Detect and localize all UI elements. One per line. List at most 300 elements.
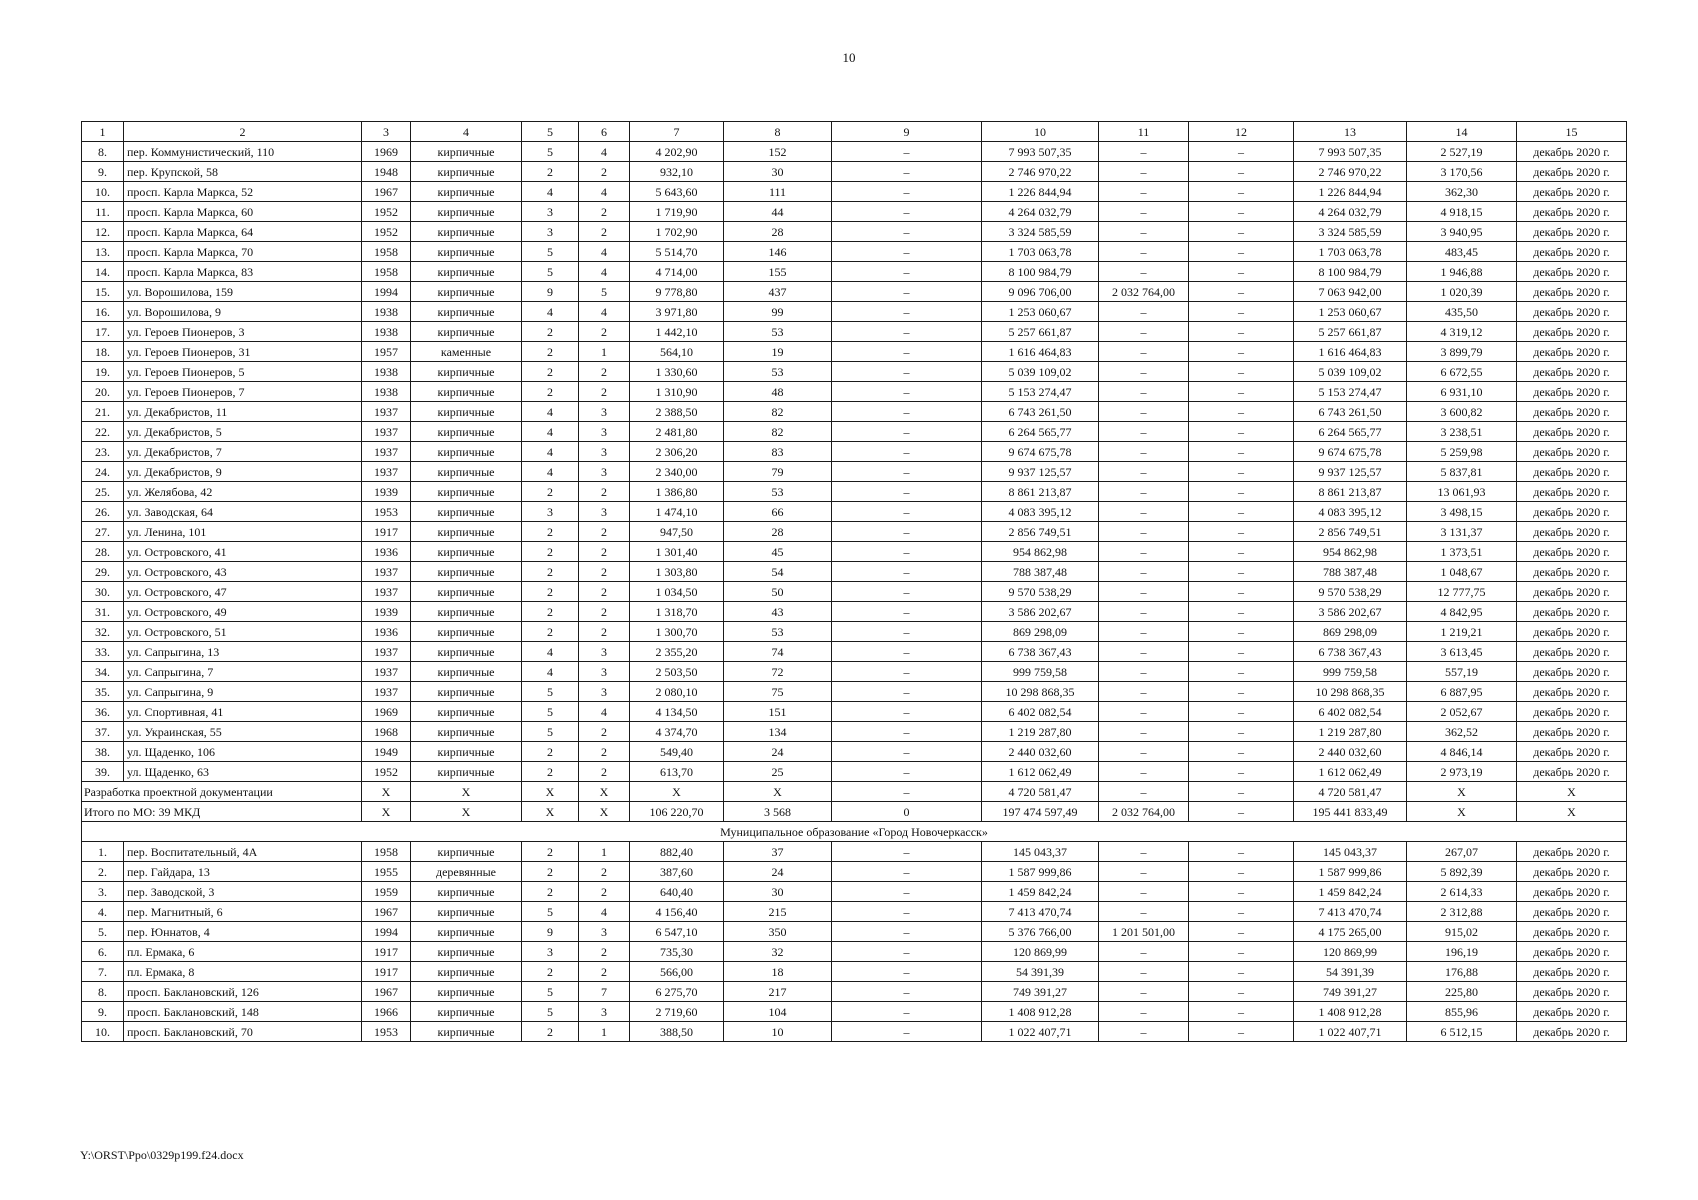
residents-cell: 155 bbox=[724, 262, 832, 282]
wall-material-cell: кирпичные bbox=[411, 622, 522, 642]
residents-cell: 44 bbox=[724, 202, 832, 222]
address-cell: ул. Островского, 43 bbox=[124, 562, 362, 582]
wall-material-cell: кирпичные bbox=[411, 702, 522, 722]
table-row bbox=[82, 162, 1627, 182]
address-cell: ул. Сапрыгина, 9 bbox=[124, 682, 362, 702]
wall-material-cell: кирпичные bbox=[411, 362, 522, 382]
floors-cell: 5 bbox=[522, 982, 579, 1002]
floors-cell: 2 bbox=[522, 382, 579, 402]
total-cost-cell: 2 746 970,22 bbox=[982, 162, 1099, 182]
total-area-cell: 2 306,20 bbox=[630, 442, 724, 462]
cost-per-sqm-cell: 3 131,37 bbox=[1407, 522, 1517, 542]
total-area-cell: 1 310,90 bbox=[630, 382, 724, 402]
wall-material-cell: кирпичные bbox=[411, 142, 522, 162]
wall-material-cell: кирпичные bbox=[411, 162, 522, 182]
row-number-cell: 34. bbox=[82, 662, 124, 682]
completion-date-cell: декабрь 2020 г. bbox=[1517, 742, 1627, 762]
year-cell: 1958 bbox=[362, 262, 411, 282]
entrances-cell: 3 bbox=[579, 442, 630, 462]
fund-cost-cell: 1 219 287,80 bbox=[1294, 722, 1407, 742]
address-cell: пл. Ермака, 6 bbox=[124, 942, 362, 962]
total-area-cell: 2 355,20 bbox=[630, 642, 724, 662]
completion-date-cell: декабрь 2020 г. bbox=[1517, 1022, 1627, 1042]
wall-material-cell: кирпичные bbox=[411, 942, 522, 962]
cost-per-sqm-cell: 4 319,12 bbox=[1407, 322, 1517, 342]
program-table-container bbox=[81, 121, 1626, 1042]
col-9-cell: – bbox=[832, 282, 982, 302]
floors-cell: 5 bbox=[522, 242, 579, 262]
total-area-cell: 1 300,70 bbox=[630, 622, 724, 642]
year-cell: 1958 bbox=[362, 242, 411, 262]
col-11-cell: – bbox=[1099, 982, 1189, 1002]
completion-date-cell: декабрь 2020 г. bbox=[1517, 202, 1627, 222]
residents-cell: 28 bbox=[724, 522, 832, 542]
fund-cost-cell: 5 153 274,47 bbox=[1294, 382, 1407, 402]
table-row bbox=[82, 942, 1627, 962]
fund-cost-cell: 7 993 507,35 bbox=[1294, 142, 1407, 162]
col-9-cell: – bbox=[832, 182, 982, 202]
col-9-cell: – bbox=[832, 382, 982, 402]
year-cell: 1967 bbox=[362, 902, 411, 922]
residents-cell: 152 bbox=[724, 142, 832, 162]
residents-cell: 350 bbox=[724, 922, 832, 942]
floors-cell: 4 bbox=[522, 422, 579, 442]
row-number-cell: 6. bbox=[82, 942, 124, 962]
total-cost-cell: 4 264 032,79 bbox=[982, 202, 1099, 222]
residents-cell: 53 bbox=[724, 362, 832, 382]
cost-per-sqm-cell: 5 892,39 bbox=[1407, 862, 1517, 882]
residents-cell: 83 bbox=[724, 442, 832, 462]
row-number-cell: 30. bbox=[82, 582, 124, 602]
col-11-cell: – bbox=[1099, 882, 1189, 902]
total-area-cell: 613,70 bbox=[630, 762, 724, 782]
col-9-cell: – bbox=[832, 142, 982, 162]
entrances-cell: 2 bbox=[579, 742, 630, 762]
table-row bbox=[82, 762, 1627, 782]
col-11-cell: – bbox=[1099, 142, 1189, 162]
col-11-cell: 11 bbox=[1099, 122, 1189, 142]
col-11-cell: 1 201 501,00 bbox=[1099, 922, 1189, 942]
cost-per-sqm-cell: 3 613,45 bbox=[1407, 642, 1517, 662]
cost-per-sqm-cell: 3 940,95 bbox=[1407, 222, 1517, 242]
col-11-cell: – bbox=[1099, 462, 1189, 482]
year-cell: 1967 bbox=[362, 182, 411, 202]
table-row bbox=[82, 562, 1627, 582]
table-row bbox=[82, 482, 1627, 502]
completion-date-cell: X bbox=[1517, 782, 1627, 802]
address-cell: просп. Баклановский, 70 bbox=[124, 1022, 362, 1042]
cost-per-sqm-cell: X bbox=[1407, 782, 1517, 802]
row-number-cell: 28. bbox=[82, 542, 124, 562]
address-cell: пер. Юннатов, 4 bbox=[124, 922, 362, 942]
table-body bbox=[82, 122, 1627, 1042]
total-area-cell: 2 340,00 bbox=[630, 462, 724, 482]
wall-material-cell: кирпичные bbox=[411, 322, 522, 342]
row-number-cell: 35. bbox=[82, 682, 124, 702]
residents-cell: 24 bbox=[724, 742, 832, 762]
col-9-cell: – bbox=[832, 662, 982, 682]
total-area-cell: 9 778,80 bbox=[630, 282, 724, 302]
wall-material-cell: кирпичные bbox=[411, 842, 522, 862]
row-number-cell: 20. bbox=[82, 382, 124, 402]
entrances-cell: 5 bbox=[579, 282, 630, 302]
table-row bbox=[82, 702, 1627, 722]
table-row bbox=[82, 682, 1627, 702]
col-9-cell: – bbox=[832, 262, 982, 282]
fund-cost-cell: 3 324 585,59 bbox=[1294, 222, 1407, 242]
col-11-cell: – bbox=[1099, 742, 1189, 762]
address-cell: просп. Карла Маркса, 52 bbox=[124, 182, 362, 202]
floors-cell: 2 bbox=[522, 962, 579, 982]
col-11-cell: – bbox=[1099, 582, 1189, 602]
fund-cost-cell: 145 043,37 bbox=[1294, 842, 1407, 862]
table-row bbox=[82, 922, 1627, 942]
fund-cost-cell: 120 869,99 bbox=[1294, 942, 1407, 962]
wall-material-cell: кирпичные bbox=[411, 722, 522, 742]
entrances-cell: 1 bbox=[579, 842, 630, 862]
address-cell: ул. Щаденко, 106 bbox=[124, 742, 362, 762]
residents-cell: 111 bbox=[724, 182, 832, 202]
total-cost-cell: 9 674 675,78 bbox=[982, 442, 1099, 462]
col-12-cell: – bbox=[1189, 322, 1294, 342]
completion-date-cell: декабрь 2020 г. bbox=[1517, 902, 1627, 922]
entrances-cell: 3 bbox=[579, 682, 630, 702]
fund-cost-cell: 1 253 060,67 bbox=[1294, 302, 1407, 322]
address-cell: пер. Крупской, 58 bbox=[124, 162, 362, 182]
row-number-cell: 25. bbox=[82, 482, 124, 502]
cost-per-sqm-cell: 5 837,81 bbox=[1407, 462, 1517, 482]
address-cell: ул. Украинская, 55 bbox=[124, 722, 362, 742]
col-12-cell: – bbox=[1189, 562, 1294, 582]
address-cell: ул. Островского, 47 bbox=[124, 582, 362, 602]
wall-material-cell: кирпичные bbox=[411, 422, 522, 442]
fund-cost-cell: 6 264 565,77 bbox=[1294, 422, 1407, 442]
row-number-cell: 18. bbox=[82, 342, 124, 362]
residents-cell: 151 bbox=[724, 702, 832, 722]
address-cell: ул. Ленина, 101 bbox=[124, 522, 362, 542]
year-cell: 1917 bbox=[362, 942, 411, 962]
col-9-cell: – bbox=[832, 782, 982, 802]
completion-date-cell: декабрь 2020 г. bbox=[1517, 502, 1627, 522]
col-9-cell: – bbox=[832, 902, 982, 922]
fund-cost-cell: 9 570 538,29 bbox=[1294, 582, 1407, 602]
summary-row bbox=[82, 802, 1627, 822]
floors-cell: 5 bbox=[522, 702, 579, 722]
col-12-cell: – bbox=[1189, 422, 1294, 442]
completion-date-cell: декабрь 2020 г. bbox=[1517, 642, 1627, 662]
fund-cost-cell: 869 298,09 bbox=[1294, 622, 1407, 642]
completion-date-cell: 15 bbox=[1517, 122, 1627, 142]
fund-cost-cell: 4 264 032,79 bbox=[1294, 202, 1407, 222]
year-cell: 1948 bbox=[362, 162, 411, 182]
col-12-cell: – bbox=[1189, 442, 1294, 462]
entrances-cell: 7 bbox=[579, 982, 630, 1002]
address-cell: пер. Коммунистический, 110 bbox=[124, 142, 362, 162]
wall-material-cell: кирпичные bbox=[411, 262, 522, 282]
total-cost-cell: 1 408 912,28 bbox=[982, 1002, 1099, 1022]
col-9-cell: – bbox=[832, 742, 982, 762]
fund-cost-cell: 1 226 844,94 bbox=[1294, 182, 1407, 202]
year-cell: 1936 bbox=[362, 622, 411, 642]
total-cost-cell: 9 096 706,00 bbox=[982, 282, 1099, 302]
total-area-cell: 1 386,80 bbox=[630, 482, 724, 502]
floors-cell: 2 bbox=[522, 882, 579, 902]
wall-material-cell: кирпичные bbox=[411, 1002, 522, 1022]
table-row bbox=[82, 302, 1627, 322]
completion-date-cell: декабрь 2020 г. bbox=[1517, 942, 1627, 962]
wall-material-cell: каменные bbox=[411, 342, 522, 362]
residents-cell: 82 bbox=[724, 402, 832, 422]
floors-cell: 5 bbox=[522, 142, 579, 162]
floors-cell: 2 bbox=[522, 542, 579, 562]
table-row bbox=[82, 342, 1627, 362]
total-cost-cell: 749 391,27 bbox=[982, 982, 1099, 1002]
residents-cell: 54 bbox=[724, 562, 832, 582]
year-cell: 1949 bbox=[362, 742, 411, 762]
total-cost-cell: 5 153 274,47 bbox=[982, 382, 1099, 402]
residents-cell: 18 bbox=[724, 962, 832, 982]
row-number-cell: 26. bbox=[82, 502, 124, 522]
col-12-cell: – bbox=[1189, 842, 1294, 862]
address-cell: ул. Декабристов, 5 bbox=[124, 422, 362, 442]
address-cell: пер. Магнитный, 6 bbox=[124, 902, 362, 922]
col-9-cell: – bbox=[832, 842, 982, 862]
row-number-cell: 13. bbox=[82, 242, 124, 262]
entrances-cell: 4 bbox=[579, 142, 630, 162]
residents-cell: 32 bbox=[724, 942, 832, 962]
col-9-cell: – bbox=[832, 862, 982, 882]
col-11-cell: – bbox=[1099, 182, 1189, 202]
year-cell: 1953 bbox=[362, 1022, 411, 1042]
fund-cost-cell: 1 022 407,71 bbox=[1294, 1022, 1407, 1042]
entrances-cell: 3 bbox=[579, 502, 630, 522]
table-row bbox=[82, 522, 1627, 542]
year-cell: 1952 bbox=[362, 202, 411, 222]
total-cost-cell: 869 298,09 bbox=[982, 622, 1099, 642]
residents-cell: 74 bbox=[724, 642, 832, 662]
fund-cost-cell: 5 039 109,02 bbox=[1294, 362, 1407, 382]
total-cost-cell: 9 937 125,57 bbox=[982, 462, 1099, 482]
table-row bbox=[82, 422, 1627, 442]
entrances-cell: 2 bbox=[579, 322, 630, 342]
col-11-cell: – bbox=[1099, 702, 1189, 722]
cost-per-sqm-cell: 1 020,39 bbox=[1407, 282, 1517, 302]
wall-material-cell: кирпичные bbox=[411, 562, 522, 582]
cost-per-sqm-cell: 362,30 bbox=[1407, 182, 1517, 202]
floors-cell: 5 bbox=[522, 682, 579, 702]
fund-cost-cell: 1 703 063,78 bbox=[1294, 242, 1407, 262]
total-cost-cell: 10 bbox=[982, 122, 1099, 142]
entrances-cell: 4 bbox=[579, 702, 630, 722]
program-table bbox=[81, 121, 1627, 1042]
total-cost-cell: 197 474 597,49 bbox=[982, 802, 1099, 822]
fund-cost-cell: 9 937 125,57 bbox=[1294, 462, 1407, 482]
entrances-cell: 2 bbox=[579, 862, 630, 882]
year-cell: 1967 bbox=[362, 982, 411, 1002]
col-11-cell: – bbox=[1099, 242, 1189, 262]
address-cell: просп. Карла Маркса, 83 bbox=[124, 262, 362, 282]
completion-date-cell: декабрь 2020 г. bbox=[1517, 422, 1627, 442]
row-number-cell: 9. bbox=[82, 162, 124, 182]
col-9-cell: – bbox=[832, 402, 982, 422]
col-12-cell: – bbox=[1189, 222, 1294, 242]
row-number-cell: 5. bbox=[82, 922, 124, 942]
residents-cell: 43 bbox=[724, 602, 832, 622]
col-9-cell: – bbox=[832, 882, 982, 902]
total-area-cell: 1 318,70 bbox=[630, 602, 724, 622]
entrances-cell: 2 bbox=[579, 602, 630, 622]
entrances-cell: X bbox=[579, 782, 630, 802]
table-row bbox=[82, 262, 1627, 282]
col-9-cell: – bbox=[832, 642, 982, 662]
floors-cell: 2 bbox=[522, 482, 579, 502]
residents-cell: 8 bbox=[724, 122, 832, 142]
wall-material-cell: кирпичные bbox=[411, 922, 522, 942]
entrances-cell: 2 bbox=[579, 522, 630, 542]
entrances-cell: 2 bbox=[579, 222, 630, 242]
total-cost-cell: 2 440 032,60 bbox=[982, 742, 1099, 762]
year-cell: 3 bbox=[362, 122, 411, 142]
entrances-cell: 3 bbox=[579, 662, 630, 682]
col-11-cell: – bbox=[1099, 222, 1189, 242]
residents-cell: 50 bbox=[724, 582, 832, 602]
table-row bbox=[82, 902, 1627, 922]
fund-cost-cell: 10 298 868,35 bbox=[1294, 682, 1407, 702]
year-cell: 1937 bbox=[362, 422, 411, 442]
col-12-cell: – bbox=[1189, 1002, 1294, 1022]
floors-cell: 2 bbox=[522, 862, 579, 882]
year-cell: 1994 bbox=[362, 282, 411, 302]
row-number-cell: 7. bbox=[82, 962, 124, 982]
floors-cell: 4 bbox=[522, 462, 579, 482]
col-11-cell: – bbox=[1099, 562, 1189, 582]
address-cell: ул. Желябова, 42 bbox=[124, 482, 362, 502]
wall-material-cell: кирпичные bbox=[411, 602, 522, 622]
floors-cell: 2 bbox=[522, 582, 579, 602]
col-9-cell: – bbox=[832, 942, 982, 962]
table-row bbox=[82, 982, 1627, 1002]
summary-label-cell: Итого по МО: 39 МКД bbox=[82, 802, 362, 822]
address-cell: ул. Спортивная, 41 bbox=[124, 702, 362, 722]
floors-cell: X bbox=[522, 802, 579, 822]
total-area-cell: 566,00 bbox=[630, 962, 724, 982]
total-area-cell: 5 514,70 bbox=[630, 242, 724, 262]
total-cost-cell: 1 226 844,94 bbox=[982, 182, 1099, 202]
completion-date-cell: декабрь 2020 г. bbox=[1517, 702, 1627, 722]
col-9-cell: – bbox=[832, 302, 982, 322]
address-cell: просп. Баклановский, 148 bbox=[124, 1002, 362, 1022]
table-row bbox=[82, 142, 1627, 162]
cost-per-sqm-cell: 6 887,95 bbox=[1407, 682, 1517, 702]
floors-cell: 3 bbox=[522, 202, 579, 222]
total-area-cell: 2 719,60 bbox=[630, 1002, 724, 1022]
table-row bbox=[82, 642, 1627, 662]
entrances-cell: 2 bbox=[579, 542, 630, 562]
wall-material-cell: кирпичные bbox=[411, 982, 522, 1002]
col-9-cell: – bbox=[832, 162, 982, 182]
col-12-cell: – bbox=[1189, 762, 1294, 782]
table-row bbox=[82, 962, 1627, 982]
col-9-cell: – bbox=[832, 322, 982, 342]
floors-cell: 2 bbox=[522, 842, 579, 862]
address-cell: пер. Воспитательный, 4А bbox=[124, 842, 362, 862]
total-area-cell: 564,10 bbox=[630, 342, 724, 362]
residents-cell: 53 bbox=[724, 622, 832, 642]
completion-date-cell: декабрь 2020 г. bbox=[1517, 562, 1627, 582]
residents-cell: 217 bbox=[724, 982, 832, 1002]
col-12-cell: – bbox=[1189, 782, 1294, 802]
cost-per-sqm-cell: X bbox=[1407, 802, 1517, 822]
col-9-cell: – bbox=[832, 482, 982, 502]
wall-material-cell: кирпичные bbox=[411, 282, 522, 302]
year-cell: 1937 bbox=[362, 662, 411, 682]
floors-cell: 2 bbox=[522, 742, 579, 762]
fund-cost-cell: 9 674 675,78 bbox=[1294, 442, 1407, 462]
entrances-cell: 2 bbox=[579, 162, 630, 182]
address-cell: пер. Заводской, 3 bbox=[124, 882, 362, 902]
table-row bbox=[82, 742, 1627, 762]
entrances-cell: 1 bbox=[579, 1022, 630, 1042]
fund-cost-cell: 749 391,27 bbox=[1294, 982, 1407, 1002]
entrances-cell: 1 bbox=[579, 342, 630, 362]
total-cost-cell: 1 616 464,83 bbox=[982, 342, 1099, 362]
col-9-cell: – bbox=[832, 242, 982, 262]
col-9-cell: 9 bbox=[832, 122, 982, 142]
address-cell: ул. Сапрыгина, 13 bbox=[124, 642, 362, 662]
address-cell: ул. Островского, 41 bbox=[124, 542, 362, 562]
row-number-cell: 33. bbox=[82, 642, 124, 662]
wall-material-cell: кирпичные bbox=[411, 182, 522, 202]
completion-date-cell: декабрь 2020 г. bbox=[1517, 762, 1627, 782]
total-area-cell: 387,60 bbox=[630, 862, 724, 882]
completion-date-cell: декабрь 2020 г. bbox=[1517, 362, 1627, 382]
total-area-cell: 106 220,70 bbox=[630, 802, 724, 822]
residents-cell: X bbox=[724, 782, 832, 802]
total-cost-cell: 5 376 766,00 bbox=[982, 922, 1099, 942]
page-number: 10 bbox=[842, 50, 856, 65]
completion-date-cell: декабрь 2020 г. bbox=[1517, 482, 1627, 502]
col-12-cell: – bbox=[1189, 982, 1294, 1002]
address-cell: ул. Сапрыгина, 7 bbox=[124, 662, 362, 682]
fund-cost-cell: 7 063 942,00 bbox=[1294, 282, 1407, 302]
col-9-cell: – bbox=[832, 982, 982, 1002]
table-row bbox=[82, 582, 1627, 602]
cost-per-sqm-cell: 2 973,19 bbox=[1407, 762, 1517, 782]
completion-date-cell: декабрь 2020 г. bbox=[1517, 622, 1627, 642]
entrances-cell: 3 bbox=[579, 462, 630, 482]
row-number-cell: 19. bbox=[82, 362, 124, 382]
cost-per-sqm-cell: 2 527,19 bbox=[1407, 142, 1517, 162]
fund-cost-cell: 4 083 395,12 bbox=[1294, 502, 1407, 522]
year-cell: 1937 bbox=[362, 462, 411, 482]
col-9-cell: – bbox=[832, 702, 982, 722]
address-cell: просп. Карла Маркса, 64 bbox=[124, 222, 362, 242]
fund-cost-cell: 5 257 661,87 bbox=[1294, 322, 1407, 342]
fund-cost-cell: 6 402 082,54 bbox=[1294, 702, 1407, 722]
row-number-cell: 2. bbox=[82, 862, 124, 882]
year-cell: 1969 bbox=[362, 702, 411, 722]
col-11-cell: – bbox=[1099, 502, 1189, 522]
row-number-cell: 12. bbox=[82, 222, 124, 242]
col-11-cell: – bbox=[1099, 942, 1189, 962]
col-9-cell: – bbox=[832, 542, 982, 562]
row-number-cell: 14. bbox=[82, 262, 124, 282]
col-11-cell: – bbox=[1099, 1002, 1189, 1022]
year-cell: 1938 bbox=[362, 302, 411, 322]
wall-material-cell: кирпичные bbox=[411, 642, 522, 662]
year-cell: 1937 bbox=[362, 582, 411, 602]
floors-cell: 2 bbox=[522, 562, 579, 582]
